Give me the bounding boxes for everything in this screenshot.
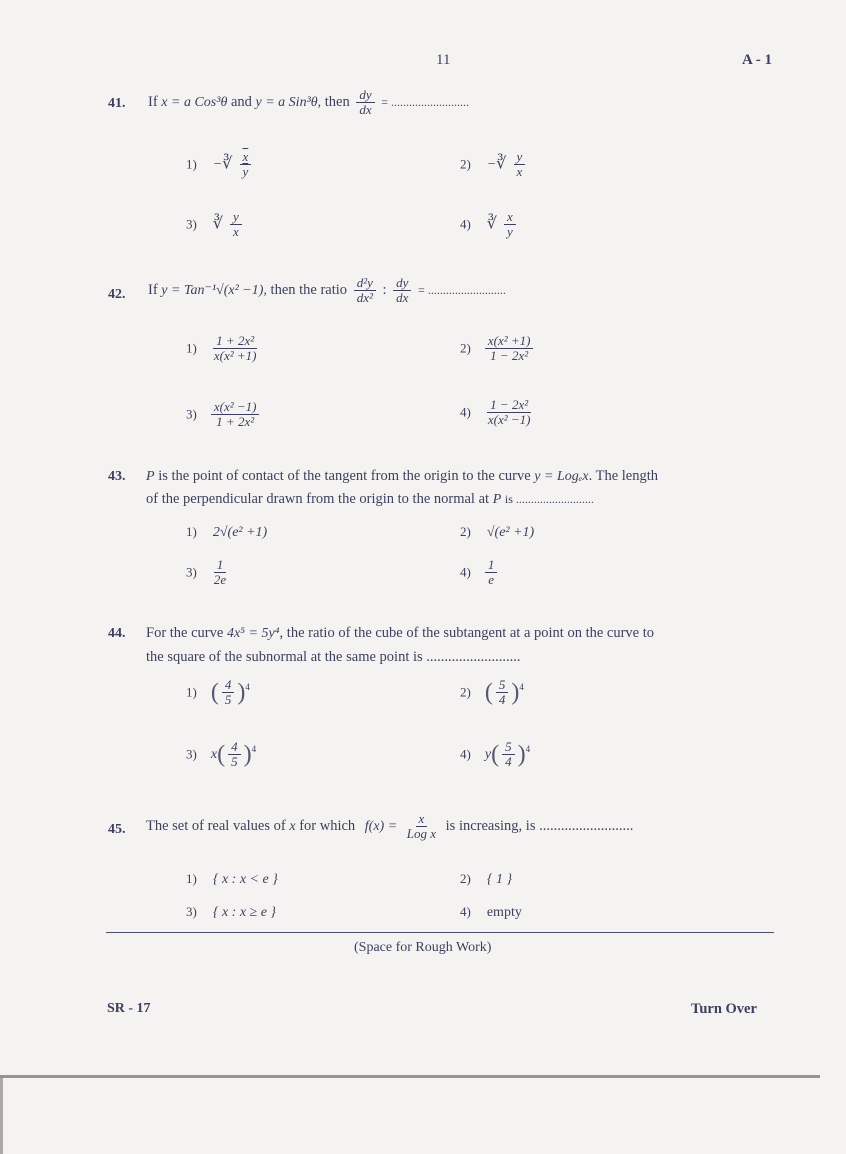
q41-x-expr: x = a Cos³θ xyxy=(161,95,228,111)
q45-fx: f(x) = xyxy=(364,819,398,835)
q42-if: If xyxy=(148,282,158,299)
option-label: 1) xyxy=(186,340,197,356)
option-label: 1) xyxy=(186,684,197,700)
q44-number: 44. xyxy=(108,626,126,641)
q41-if: If xyxy=(148,94,158,111)
q44-line-2 xyxy=(146,649,521,666)
option-label: 3) xyxy=(186,746,197,762)
option-fraction xyxy=(485,334,534,364)
option-label: 1) xyxy=(186,871,197,886)
q43-number: 43. xyxy=(108,469,126,484)
frac-num: x xyxy=(416,812,428,827)
footer-code: SR - 17 xyxy=(107,1001,151,1016)
q42-option-2[interactable] xyxy=(460,334,536,364)
option-label: 4) xyxy=(460,564,471,580)
frac-den: y xyxy=(242,164,249,180)
option-label: 2) xyxy=(460,684,471,700)
option-fraction xyxy=(211,334,260,364)
q41-and: and xyxy=(230,94,252,111)
q41-option-4[interactable] xyxy=(460,210,519,240)
q43-option-2[interactable] xyxy=(460,523,534,541)
frac-num: 4 xyxy=(222,678,235,693)
option-fraction xyxy=(211,400,260,430)
q44-option-4[interactable] xyxy=(460,740,530,770)
option-label: 1) xyxy=(186,156,197,172)
q42-fraction-1 xyxy=(354,276,376,306)
frac-num: x xyxy=(240,150,252,165)
frac-den: dx² xyxy=(356,290,373,306)
q43-option-3[interactable] xyxy=(186,558,232,588)
frac-den: 5 xyxy=(231,754,238,770)
q42-text xyxy=(148,276,506,306)
option-exponent: 4 xyxy=(251,744,257,755)
q41-option-1[interactable] xyxy=(186,150,254,180)
right-paren-icon: ) xyxy=(243,741,252,768)
option-sign: − xyxy=(486,157,497,173)
frac-num: x xyxy=(504,210,516,225)
page-number: 11 xyxy=(436,52,451,68)
option-fraction xyxy=(514,150,526,180)
option-value: empty xyxy=(486,905,522,920)
option-fraction xyxy=(485,558,498,588)
q45-option-1[interactable] xyxy=(186,870,278,888)
q45-text xyxy=(146,812,633,842)
frac-num: 4 xyxy=(228,740,241,755)
option-label: 1) xyxy=(186,524,197,539)
option-fraction xyxy=(211,558,229,588)
option-fraction xyxy=(228,740,241,770)
left-paren-icon: ( xyxy=(217,741,226,768)
frac-den: y xyxy=(507,224,513,240)
option-label: 4) xyxy=(460,404,471,420)
frac-den: 4 xyxy=(505,754,512,770)
option-prefix: y xyxy=(484,747,492,763)
frac-den: 2e xyxy=(213,572,227,588)
frac-den: x(x² −1) xyxy=(487,412,531,428)
q43-line-2 xyxy=(146,491,594,508)
q45-x: x xyxy=(289,819,296,835)
q43-p2: P xyxy=(492,492,502,507)
frac-den: 1 − 2x² xyxy=(490,348,529,364)
option-fraction xyxy=(230,210,242,240)
frac-num: 1 xyxy=(485,558,498,573)
q44-text-b: , the ratio of the cube of the subtangent at a point on the curve to xyxy=(279,625,655,641)
q45-text-b: for which xyxy=(299,818,356,835)
option-fraction xyxy=(222,678,235,708)
frac-den: e xyxy=(488,572,494,588)
cube-root-icon: ∛ xyxy=(486,215,498,233)
right-paren-icon: ) xyxy=(517,741,526,768)
q43-p: P xyxy=(146,469,155,484)
option-label: 2) xyxy=(460,156,471,172)
option-label: 2) xyxy=(460,340,471,356)
q41-option-3[interactable] xyxy=(186,210,245,240)
q45-text-a: The set of real values of xyxy=(146,818,286,835)
option-value: { x : x < e } xyxy=(212,872,278,887)
q42-option-4[interactable] xyxy=(460,398,536,428)
frac-num: 1 − 2x² xyxy=(487,398,531,413)
q43-option-4[interactable] xyxy=(460,558,500,588)
frac-num: x(x² +1) xyxy=(485,334,534,349)
q41-fraction xyxy=(356,88,374,118)
frac-num: 1 + 2x² xyxy=(213,334,257,349)
q42-expr: y = Tan⁻¹√(x² −1), xyxy=(161,283,267,299)
frac-den: dx xyxy=(396,290,409,306)
q41-frac-num: dy xyxy=(356,88,374,103)
right-paren-icon: ) xyxy=(511,679,520,706)
q43-line-1 xyxy=(146,468,658,485)
q44-text-a: For the curve xyxy=(146,625,224,641)
option-label: 4) xyxy=(460,904,471,919)
option-fraction xyxy=(496,678,509,708)
q42-option-3[interactable] xyxy=(186,400,262,430)
q43-curve: y = Logₑx xyxy=(534,469,589,484)
left-paren-icon: ( xyxy=(484,679,493,706)
frac-den: 4 xyxy=(498,692,506,708)
q45-option-4[interactable] xyxy=(460,903,522,921)
option-label: 2) xyxy=(460,524,471,539)
set-code: A - 1 xyxy=(742,52,772,68)
q42-then-ratio: then the ratio xyxy=(270,282,348,299)
frac-den: 1 + 2x² xyxy=(216,414,255,430)
q41-number: 41. xyxy=(108,96,126,111)
frac-num: dy xyxy=(393,276,411,291)
option-fraction xyxy=(485,398,534,428)
frac-num: y xyxy=(230,210,242,225)
q42-option-1[interactable] xyxy=(186,334,262,364)
option-sign: − xyxy=(212,157,223,173)
left-paren-icon: ( xyxy=(491,741,500,768)
q42-number: 42. xyxy=(108,287,126,302)
frac-num: d²y xyxy=(354,276,376,291)
divider-line xyxy=(106,932,774,933)
q45-option-2[interactable] xyxy=(460,870,512,888)
option-value: √(e² +1) xyxy=(486,525,535,540)
frac-den: x xyxy=(233,224,239,240)
option-value: { x : x ≥ e } xyxy=(212,905,277,920)
frac-num: 5 xyxy=(496,678,509,693)
q43-blank: is .......................... xyxy=(504,492,594,506)
frac-num: y xyxy=(514,150,526,165)
q41-y-expr: y = a Sin³θ, xyxy=(255,95,322,111)
rough-work-label: (Space for Rough Work) xyxy=(354,940,492,955)
option-label: 4) xyxy=(460,216,471,232)
q41-text xyxy=(148,88,469,118)
q44-curve: 4x⁵ = 5y⁴ xyxy=(226,626,280,641)
option-value: 2√(e² +1) xyxy=(212,525,268,540)
option-value: { 1 } xyxy=(486,872,513,887)
option-label: 3) xyxy=(186,564,197,580)
option-exponent: 4 xyxy=(519,682,524,693)
right-paren-icon: ) xyxy=(237,679,246,706)
frac-num: 1 xyxy=(214,558,227,573)
q42-fraction-2 xyxy=(393,276,411,306)
option-fraction xyxy=(502,740,515,770)
q43-option-1[interactable] xyxy=(186,523,267,541)
option-label: 3) xyxy=(186,904,197,919)
frac-num: 5 xyxy=(502,740,515,755)
q41-blank: = .......................... xyxy=(381,95,470,110)
frac-den: 5 xyxy=(224,692,232,708)
scan-edge-vertical xyxy=(0,1078,3,1154)
q44-option-3[interactable] xyxy=(186,740,256,770)
q45-number: 45. xyxy=(108,822,126,837)
q45-option-3[interactable] xyxy=(186,903,276,921)
q45-text-c: is increasing, is .......................... xyxy=(445,818,634,835)
frac-den: x xyxy=(516,164,523,180)
option-label: 2) xyxy=(460,871,471,886)
q42-colon: : xyxy=(382,282,387,299)
q41-option-2[interactable] xyxy=(460,150,528,180)
q45-fraction xyxy=(404,812,439,842)
q44-option-2[interactable] xyxy=(460,678,524,708)
option-fraction xyxy=(504,210,516,240)
frac-den: Log x xyxy=(406,826,437,842)
scan-edge-line xyxy=(0,1075,820,1078)
option-fraction xyxy=(240,150,252,180)
q41-frac-den: dx xyxy=(359,102,372,118)
option-label: 4) xyxy=(460,746,471,762)
q43-text-a: is the point of contact of the tangent from the origin to the curve xyxy=(158,468,531,484)
q44-text-c: the square of the subnormal at the same point is .......................... xyxy=(146,649,521,665)
q42-blank: = .......................... xyxy=(418,283,506,298)
left-paren-icon: ( xyxy=(210,679,219,706)
cube-root-icon: ∛ xyxy=(496,155,507,173)
frac-num: x(x² −1) xyxy=(211,400,260,415)
turn-over-label: Turn Over xyxy=(691,1001,757,1017)
option-exponent: 4 xyxy=(525,744,531,755)
option-label: 3) xyxy=(186,406,197,422)
option-prefix: x xyxy=(210,747,218,763)
q44-line-1 xyxy=(146,625,654,642)
option-exponent: 4 xyxy=(245,682,250,693)
cube-root-icon: ∛ xyxy=(222,155,233,173)
q41-then: then xyxy=(324,94,350,111)
option-label: 3) xyxy=(186,216,197,232)
q43-text-c: of the perpendicular drawn from the origin to the normal at xyxy=(146,491,490,507)
q44-option-1[interactable] xyxy=(186,678,250,708)
frac-den: x(x² +1) xyxy=(213,348,257,364)
q43-text-b: . The length xyxy=(588,468,659,484)
cube-root-icon: ∛ xyxy=(212,215,224,233)
